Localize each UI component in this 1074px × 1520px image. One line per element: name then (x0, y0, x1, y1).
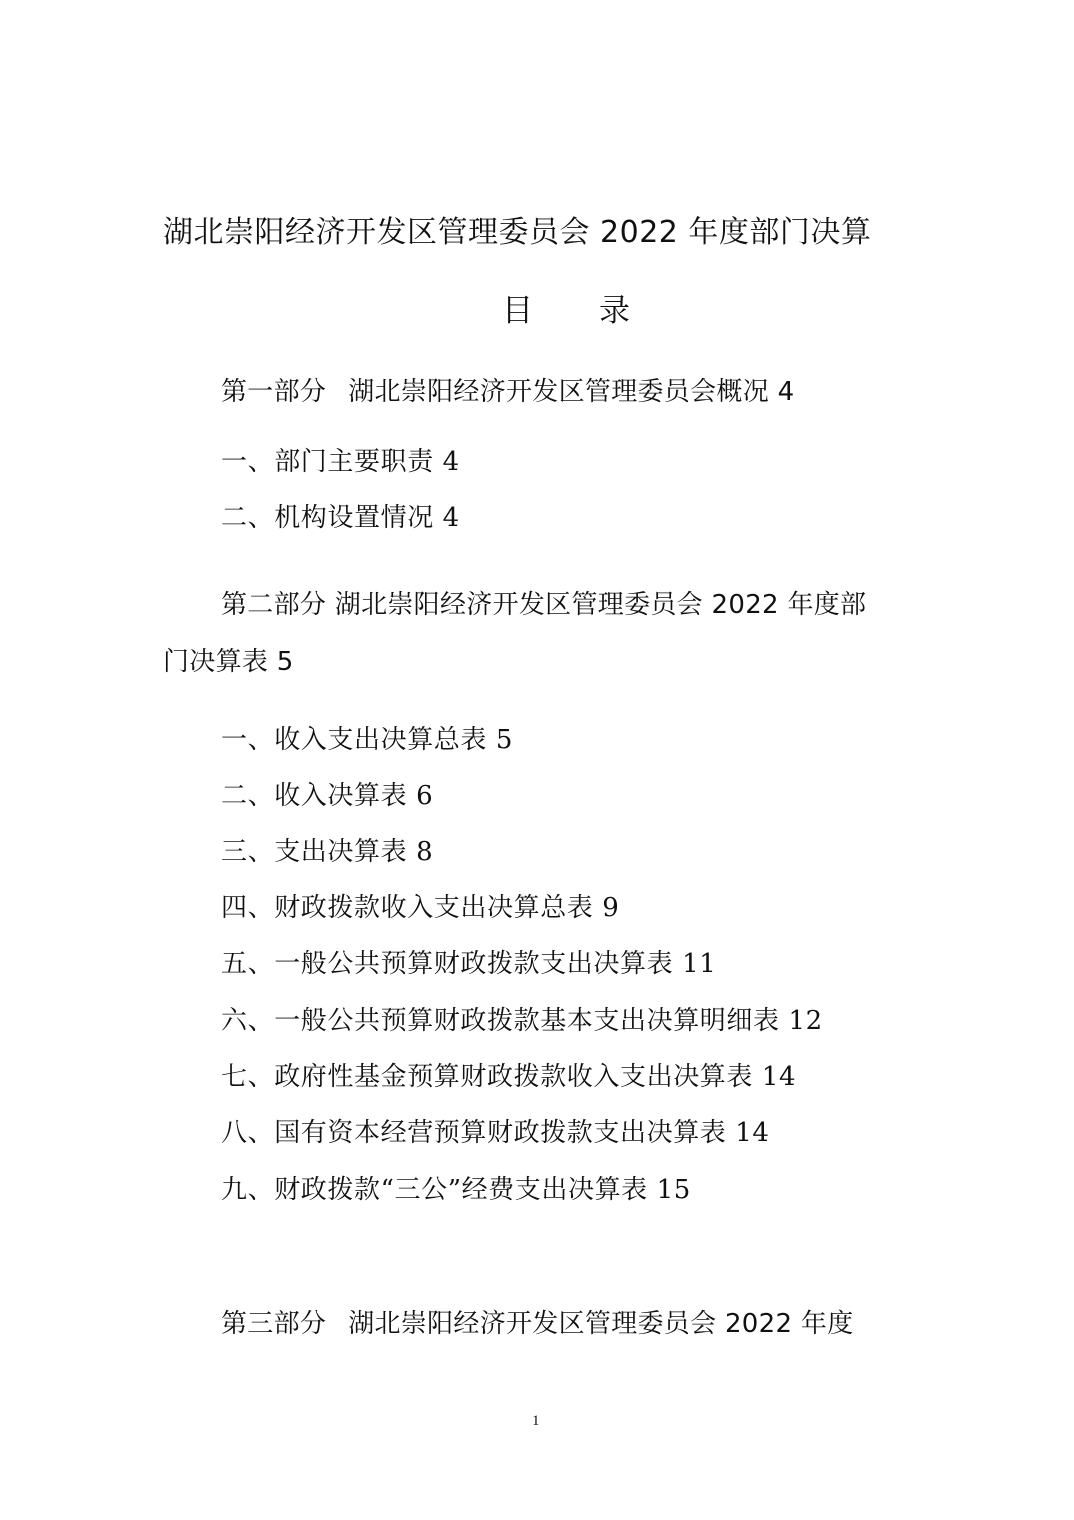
toc-item: 八、国有资本经营预算财政拨款支出决算表 14 (221, 1118, 770, 1148)
toc-part-2-line-1: 第二部分 湖北崇阳经济开发区管理委员会 2022 年度部 (221, 590, 867, 620)
toc-part-3-text: 湖北崇阳经济开发区管理委员会 2022 年度 (348, 1309, 854, 1339)
toc-part-3-label: 第三部分 (221, 1309, 327, 1339)
toc-part-3 (221, 1311, 854, 1337)
toc-item: 七、政府性基金预算财政拨款收入支出决算表 14 (221, 1062, 797, 1092)
toc-item: 二、机构设置情况 4 (221, 503, 460, 533)
toc-part-2-line-2: 门决算表 5 (163, 647, 294, 677)
toc-item: 三、支出决算表 8 (221, 837, 434, 867)
toc-item: 一、部门主要职责 4 (221, 447, 460, 477)
document-title: 湖北崇阳经济开发区管理委员会 2022 年度部门决算 (163, 215, 872, 250)
toc-item: 九、财政拨款“三公”经费支出决算表 15 (221, 1175, 691, 1205)
toc-part-1-label: 第一部分 (221, 377, 327, 407)
toc-part-1 (221, 379, 794, 405)
toc-item: 一、收入支出决算总表 5 (221, 725, 514, 755)
toc-item: 四、财政拨款收入支出决算总表 9 (221, 893, 620, 923)
page-number: 1 (532, 1413, 540, 1429)
toc-heading-right: 录 (599, 293, 630, 329)
toc-heading (502, 293, 630, 329)
toc-part-1-text: 湖北崇阳经济开发区管理委员会概况 4 (348, 377, 795, 407)
toc-item: 六、一般公共预算财政拨款基本支出决算明细表 12 (221, 1006, 823, 1036)
toc-item: 二、收入决算表 6 (221, 781, 434, 811)
toc-item: 五、一般公共预算财政拨款支出决算表 11 (221, 949, 717, 979)
toc-heading-left: 目 (502, 293, 533, 329)
